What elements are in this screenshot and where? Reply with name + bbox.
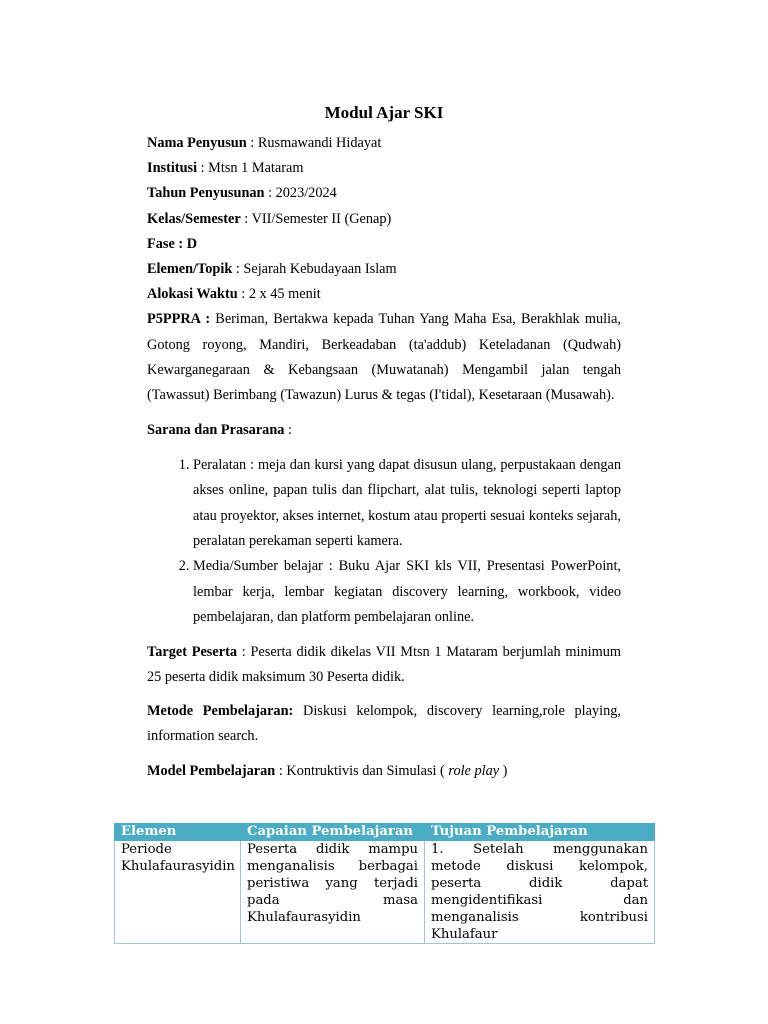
field-kelas-semester — [147, 207, 621, 232]
cell-tujuan: 1. Setelah menggunakan metode diskusi kelompok, peserta didik dapat mengidentifikasi dan menganalisis kontribusi Khulafaur — [425, 841, 655, 944]
metode-pembelajaran — [147, 699, 621, 750]
field-tahun-penyusunan — [147, 181, 621, 206]
field-label: P5PPRA : — [147, 311, 211, 328]
section-label: Model Pembelajaran — [147, 762, 276, 779]
field-value: : Mtsn 1 Mataram — [197, 160, 304, 177]
field-value: : 2 x 45 menit — [237, 286, 321, 303]
field-institusi — [147, 156, 621, 181]
section-label: Metode Pembelajaran: — [147, 703, 294, 720]
field-fase — [147, 232, 621, 257]
field-label: Kelas/Semester — [147, 210, 241, 227]
document-body — [147, 131, 621, 784]
sarana-list — [147, 453, 621, 631]
learning-table — [114, 823, 655, 944]
header-tujuan: Tujuan Pembelajaran — [425, 824, 655, 841]
cell-capaian: Peserta didik mampu menganalisis berbagai peristiwa yang terjadi pada masa Khulafaurasyidin — [241, 841, 425, 944]
field-label: Institusi — [147, 160, 198, 177]
list-item: 2. Media/Sumber belajar : Buku Ajar SKI kls VII, Presentasi PowerPoint, lembar kerja, lembar kegiatan discovery learning, workbook, video pembelajaran, dan platform pembelajaran online. — [193, 554, 621, 630]
table-header-row — [115, 824, 655, 841]
section-value-close: ) — [499, 762, 508, 779]
sarana-heading — [147, 418, 621, 443]
field-p5ppra — [147, 307, 621, 408]
section-value: : Peserta didik dikelas VII Mtsn 1 Mataram berjumlah minimum 25 peserta didik maksimum 30 Peserta didik. — [147, 643, 622, 685]
list-item: 1. Peralatan : meja dan kursi yang dapat disusun ulang, perpustakaan dengan akses online, papan tulis dan flipchart, alat tulis, teknologi seperti laptop atau proyektor, akses internet, kostum atau properti sesuai konteks sejarah, peralatan perekaman seperti kamera. — [193, 453, 621, 555]
table-row — [115, 841, 655, 944]
page-title: Modul Ajar SKI — [324, 103, 444, 122]
section-label: Sarana dan Prasarana — [147, 421, 285, 438]
field-nama-penyusun — [147, 131, 621, 156]
model-pembelajaran — [147, 759, 621, 784]
section-suffix: : — [284, 421, 292, 438]
cell-elemen: Periode Khulafaurasyidin — [115, 841, 241, 944]
target-peserta — [147, 640, 621, 691]
field-value: : Sejarah Kebudayaan Islam — [232, 260, 397, 277]
field-alokasi-waktu — [147, 282, 621, 307]
section-value: : Kontruktivis dan Simulasi ( — [275, 762, 449, 779]
header-capaian: Capaian Pembelajaran — [241, 824, 425, 841]
section-value: Diskusi kelompok, discovery learning,role playing, information search. — [147, 703, 621, 745]
field-value: : 2023/2024 — [264, 185, 337, 202]
field-value: : VII/Semester II (Genap) — [240, 210, 392, 227]
field-label: Nama Penyusun — [147, 135, 247, 151]
field-elemen-topik — [147, 257, 621, 282]
section-label: Target Peserta — [147, 643, 237, 660]
field-label: Elemen/Topik — [147, 260, 233, 277]
field-label: Alokasi Waktu — [147, 286, 238, 303]
field-label: Fase : D — [147, 235, 198, 252]
field-label: Tahun Penyusunan — [147, 185, 265, 202]
field-value: Beriman, Bertakwa kepada Tuhan Yang Maha Esa, Berakhlak mulia, Gotong royong, Mandiri, Berkeadaban (ta'addub) Keteladanan (Qudwah) Kewarganegaraan & Kebangsaan (Muwatanah) Mengambil jalan tengah (Tawassut) Berimbang (Tawazun) Lurus & tegas (I'tidal), Kesetaraan (Musawah). — [147, 311, 621, 404]
field-value: : Rusmawandi Hidayat — [246, 135, 382, 151]
header-elemen: Elemen — [115, 824, 241, 841]
section-value-italic: role play — [448, 762, 500, 779]
